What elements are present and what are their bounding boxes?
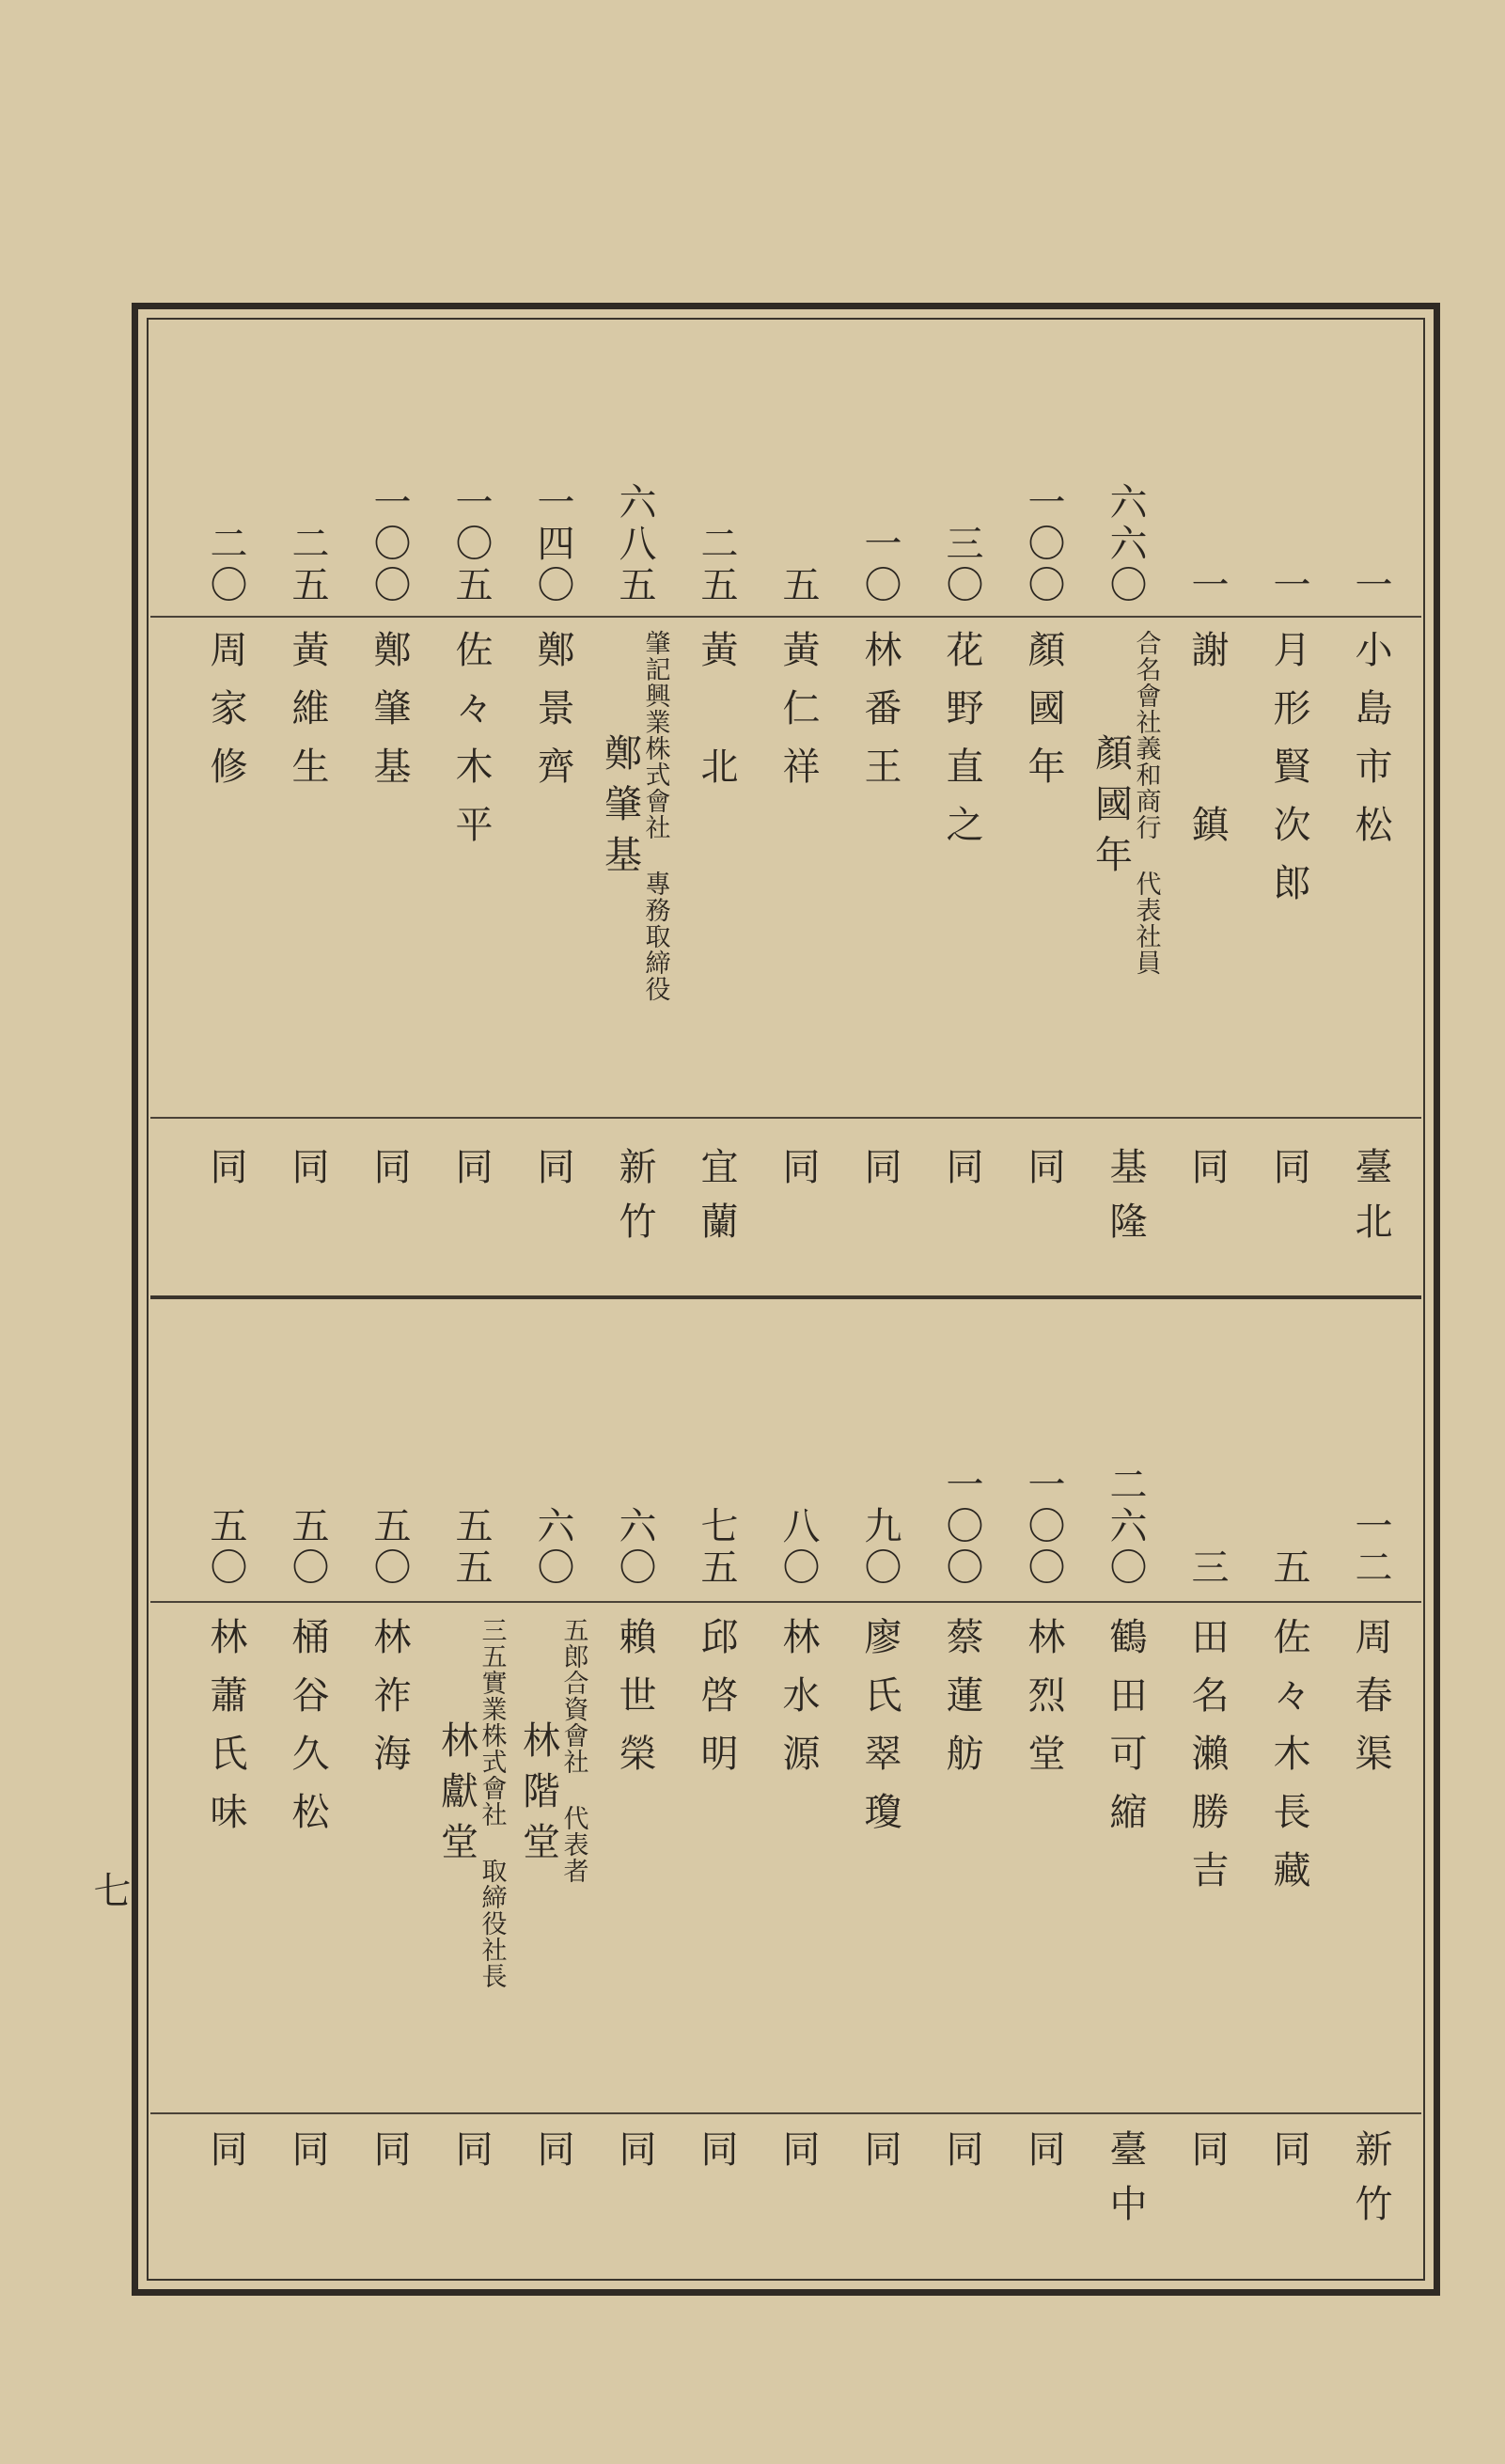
amount: 三 bbox=[1185, 1547, 1229, 1589]
amount: 六〇 bbox=[531, 1506, 574, 1589]
upper-entry bbox=[1251, 470, 1326, 1279]
page-number: 七 bbox=[87, 1871, 131, 1908]
place: 新竹 bbox=[1349, 2129, 1392, 2238]
amount: 一 bbox=[1185, 565, 1229, 606]
lower-entry bbox=[924, 1448, 999, 2275]
amount: 五〇 bbox=[204, 1506, 247, 1589]
place: 同 bbox=[940, 1147, 983, 1201]
lower-entry bbox=[515, 1448, 590, 2275]
amount: 一四〇 bbox=[531, 482, 574, 606]
amount: 五 bbox=[1267, 1547, 1310, 1589]
name: 小島市松 bbox=[1349, 630, 1392, 863]
place: 臺中 bbox=[1104, 2129, 1147, 2238]
place: 新竹 bbox=[613, 1147, 656, 1256]
name: 邱啓明 bbox=[695, 1617, 738, 1792]
amount: 九〇 bbox=[858, 1506, 901, 1589]
amount: 六八五 bbox=[613, 482, 656, 606]
amount: 二六〇 bbox=[1104, 1465, 1147, 1589]
place: 同 bbox=[286, 1147, 329, 1201]
amount: 一〇〇 bbox=[1022, 1465, 1065, 1589]
name: 花野直之 bbox=[940, 630, 983, 863]
upper-entry bbox=[1333, 470, 1408, 1279]
place: 同 bbox=[1267, 1147, 1310, 1201]
amount: 一〇五 bbox=[449, 482, 493, 606]
amount: 八〇 bbox=[776, 1506, 820, 1589]
lower-entry bbox=[1088, 1448, 1163, 2275]
upper-entry bbox=[352, 470, 427, 1279]
lower-entry bbox=[760, 1448, 836, 2275]
place: 宜蘭 bbox=[695, 1147, 738, 1256]
place: 同 bbox=[531, 1147, 574, 1201]
name: 周家修 bbox=[204, 630, 247, 805]
lower-entry bbox=[1251, 1448, 1326, 2275]
name: 林番王 bbox=[858, 630, 901, 805]
name: 黃仁祥 bbox=[776, 630, 820, 805]
place: 同 bbox=[449, 2129, 493, 2184]
section-divider bbox=[150, 1295, 1421, 1299]
amount: 二五 bbox=[695, 524, 738, 606]
place: 同 bbox=[1185, 1147, 1229, 1201]
name: 佐々木長藏 bbox=[1267, 1617, 1310, 1908]
lower-entry bbox=[842, 1448, 917, 2275]
amount: 五〇 bbox=[286, 1506, 329, 1589]
lower-entry bbox=[679, 1448, 754, 2275]
name: 賴世榮 bbox=[613, 1617, 656, 1792]
amount: 三〇 bbox=[940, 524, 983, 606]
name: 佐々木平 bbox=[449, 630, 493, 863]
upper-entry bbox=[433, 470, 509, 1279]
place: 同 bbox=[1022, 2129, 1065, 2184]
amount: 一〇〇 bbox=[368, 482, 411, 606]
place: 同 bbox=[858, 1147, 901, 1201]
upper-entry bbox=[924, 470, 999, 1279]
place: 同 bbox=[1022, 1147, 1065, 1201]
amount: 二〇 bbox=[204, 524, 247, 606]
amount: 七五 bbox=[695, 1506, 738, 1589]
place: 同 bbox=[613, 2129, 656, 2184]
amount: 一 bbox=[1349, 565, 1392, 606]
place: 同 bbox=[1185, 2129, 1229, 2184]
upper-entry bbox=[1169, 470, 1245, 1279]
place: 同 bbox=[858, 2129, 901, 2184]
name: 林獻堂 bbox=[434, 1720, 478, 1873]
name: 周春渠 bbox=[1349, 1617, 1392, 1792]
place: 同 bbox=[776, 1147, 820, 1201]
name: 林水源 bbox=[776, 1617, 820, 1792]
title: 五郎合資會社 代表者 bbox=[558, 1617, 588, 1884]
name: 鶴田可縮 bbox=[1104, 1617, 1147, 1850]
place: 同 bbox=[531, 2129, 574, 2184]
amount: 一〇〇 bbox=[940, 1465, 983, 1589]
amount: 六六〇 bbox=[1104, 482, 1147, 606]
upper-entry bbox=[270, 470, 345, 1279]
name: 廖氏翠瓊 bbox=[858, 1617, 901, 1850]
title: 三五實業株式會社 取締役社長 bbox=[477, 1617, 507, 1989]
name: 蔡蓮舫 bbox=[940, 1617, 983, 1792]
name: 謝 鎮 bbox=[1185, 630, 1229, 863]
amount: 五 bbox=[776, 565, 820, 606]
place: 同 bbox=[1267, 2129, 1310, 2184]
upper-entry bbox=[1006, 470, 1081, 1279]
upper-entry bbox=[515, 470, 590, 1279]
place: 同 bbox=[449, 1147, 493, 1201]
place: 同 bbox=[204, 2129, 247, 2184]
place: 基隆 bbox=[1104, 1147, 1147, 1256]
upper-entry bbox=[760, 470, 836, 1279]
lower-entry bbox=[270, 1448, 345, 2275]
name: 林祚海 bbox=[368, 1617, 411, 1792]
name: 田名瀨勝吉 bbox=[1185, 1617, 1229, 1908]
upper-entry bbox=[842, 470, 917, 1279]
upper-entry bbox=[1088, 470, 1163, 1279]
upper-entry bbox=[679, 470, 754, 1279]
name: 鄭肇基 bbox=[368, 630, 411, 805]
name: 桶谷久松 bbox=[286, 1617, 329, 1850]
place: 同 bbox=[695, 2129, 738, 2184]
place: 同 bbox=[940, 2129, 983, 2184]
name: 黃 北 bbox=[695, 630, 738, 805]
amount: 六〇 bbox=[613, 1506, 656, 1589]
name: 月形賢次郎 bbox=[1267, 630, 1310, 921]
lower-entry bbox=[1333, 1448, 1408, 2275]
amount: 五〇 bbox=[368, 1506, 411, 1589]
place: 同 bbox=[368, 1147, 411, 1201]
lower-entry bbox=[1006, 1448, 1081, 2275]
name: 林階堂 bbox=[516, 1720, 560, 1873]
name: 黃維生 bbox=[286, 630, 329, 805]
title: 合名會社義和商行 代表社員 bbox=[1131, 630, 1161, 976]
lower-entry bbox=[433, 1448, 509, 2275]
place: 同 bbox=[204, 1147, 247, 1201]
name: 林蕭氏味 bbox=[204, 1617, 247, 1850]
name: 顏國年 bbox=[1089, 733, 1133, 886]
lower-entry bbox=[597, 1448, 672, 2275]
amount: 一〇〇 bbox=[1022, 482, 1065, 606]
name: 鄭肇基 bbox=[598, 733, 642, 886]
place: 臺北 bbox=[1349, 1147, 1392, 1256]
title: 肇記興業株式會社 專務取締役 bbox=[640, 630, 670, 1002]
upper-entry bbox=[188, 470, 263, 1279]
place: 同 bbox=[776, 2129, 820, 2184]
amount: 五五 bbox=[449, 1506, 493, 1589]
amount: 一 bbox=[1267, 565, 1310, 606]
name: 林烈堂 bbox=[1022, 1617, 1065, 1792]
place: 同 bbox=[368, 2129, 411, 2184]
place: 同 bbox=[286, 2129, 329, 2184]
name: 顏國年 bbox=[1022, 630, 1065, 805]
lower-entry bbox=[188, 1448, 263, 2275]
amount: 一二 bbox=[1349, 1506, 1392, 1589]
amount: 一〇 bbox=[858, 524, 901, 606]
lower-entry bbox=[352, 1448, 427, 2275]
name: 鄭景齊 bbox=[531, 630, 574, 805]
amount: 二五 bbox=[286, 524, 329, 606]
upper-entry bbox=[597, 470, 672, 1279]
lower-entry bbox=[1169, 1448, 1245, 2275]
